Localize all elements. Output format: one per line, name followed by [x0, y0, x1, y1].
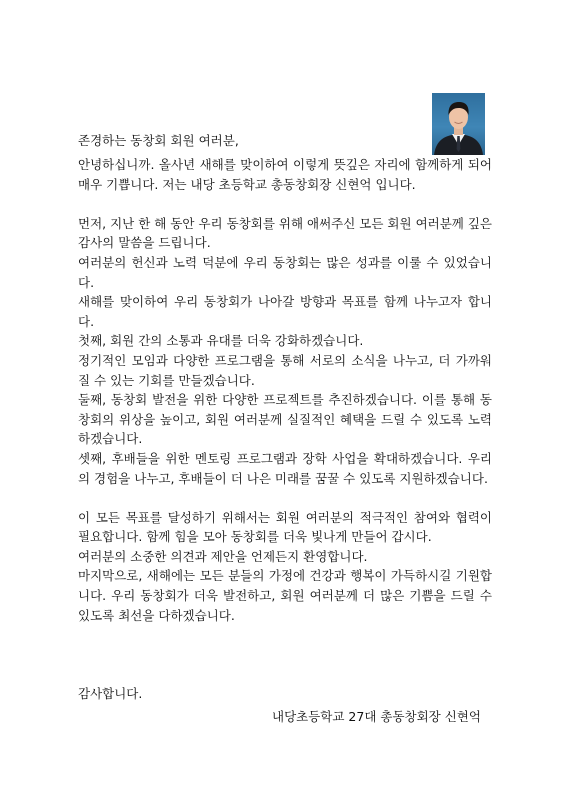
paragraph-spacer — [78, 488, 492, 508]
paragraph-spacer — [78, 194, 492, 214]
closing-line: 감사합니다. — [78, 686, 143, 701]
body-paragraph: 새해를 맞이하여 우리 동창회가 나아갈 방향과 목표를 함께 나누고자 합니다. — [78, 294, 492, 329]
body-paragraph: 마지막으로, 새해에는 모든 분들의 가정에 건강과 행복이 가득하시길 기원합니다. 우리 동창회가 더욱 발전하고, 회원 여러분께 더 많은 기쁨을 드릴 수 있도록 최선을 다하겠습니다. — [78, 568, 492, 623]
body-paragraph: 둘째, 동창회 발전을 위한 다양한 프로젝트를 추진하겠습니다. 이를 통해 동창회의 위상을 높이고, 회원 여러분께 실질적인 혜택을 드릴 수 있도록 노력하겠습니다. — [78, 392, 492, 447]
body-paragraph: 여러분의 소중한 의견과 제안을 언제든지 환영합니다. — [78, 548, 368, 564]
person-silhouette-icon — [432, 93, 485, 155]
body-paragraph: 셋째, 후배들을 위한 멘토링 프로그램과 장학 사업을 확대하겠습니다. 우리의 경험을 나누고, 후배들이 더 나은 미래를 꿈꿀 수 있도록 지원하겠습니다. — [78, 450, 492, 486]
body-paragraph: 이 모든 목표를 달성하기 위해서는 회원 여러분의 적극적인 참여와 협력이 필요합니다. 함께 힘을 모아 동창회를 더욱 빛나게 만들어 갑시다. — [78, 509, 492, 545]
signature-line: 내당초등학교 27대 총동창회장 신현억 — [272, 709, 481, 724]
portrait-photo — [432, 93, 485, 155]
body-paragraph: 먼저, 지난 한 해 동안 우리 동창회를 위해 애써주신 모든 회원 여러분께 깊은 감사의 말씀을 드립니다. — [78, 215, 492, 251]
letter-body — [78, 155, 492, 625]
body-paragraph: 첫째, 회원 간의 소통과 유대를 더욱 강화하겠습니다. — [78, 333, 364, 349]
greeting-line: 존경하는 동창회 회원 여러분, — [78, 133, 239, 148]
body-paragraph: 정기적인 모임과 다양한 프로그램을 통해 서로의 소식을 나누고, 더 가까워질 수 있는 기회를 만들겠습니다. — [78, 352, 492, 388]
body-paragraph: 여러분의 헌신과 노력 덕분에 우리 동창회는 많은 성과를 이룰 수 있었습니다. — [78, 254, 492, 290]
body-paragraph: 안녕하십니까. 올사년 새해를 맞이하여 이렇게 뜻깊은 자리에 함께하게 되어 매우 기쁩니다. 저는 내당 초등학교 총동창회장 신현억 입니다. — [78, 157, 492, 192]
